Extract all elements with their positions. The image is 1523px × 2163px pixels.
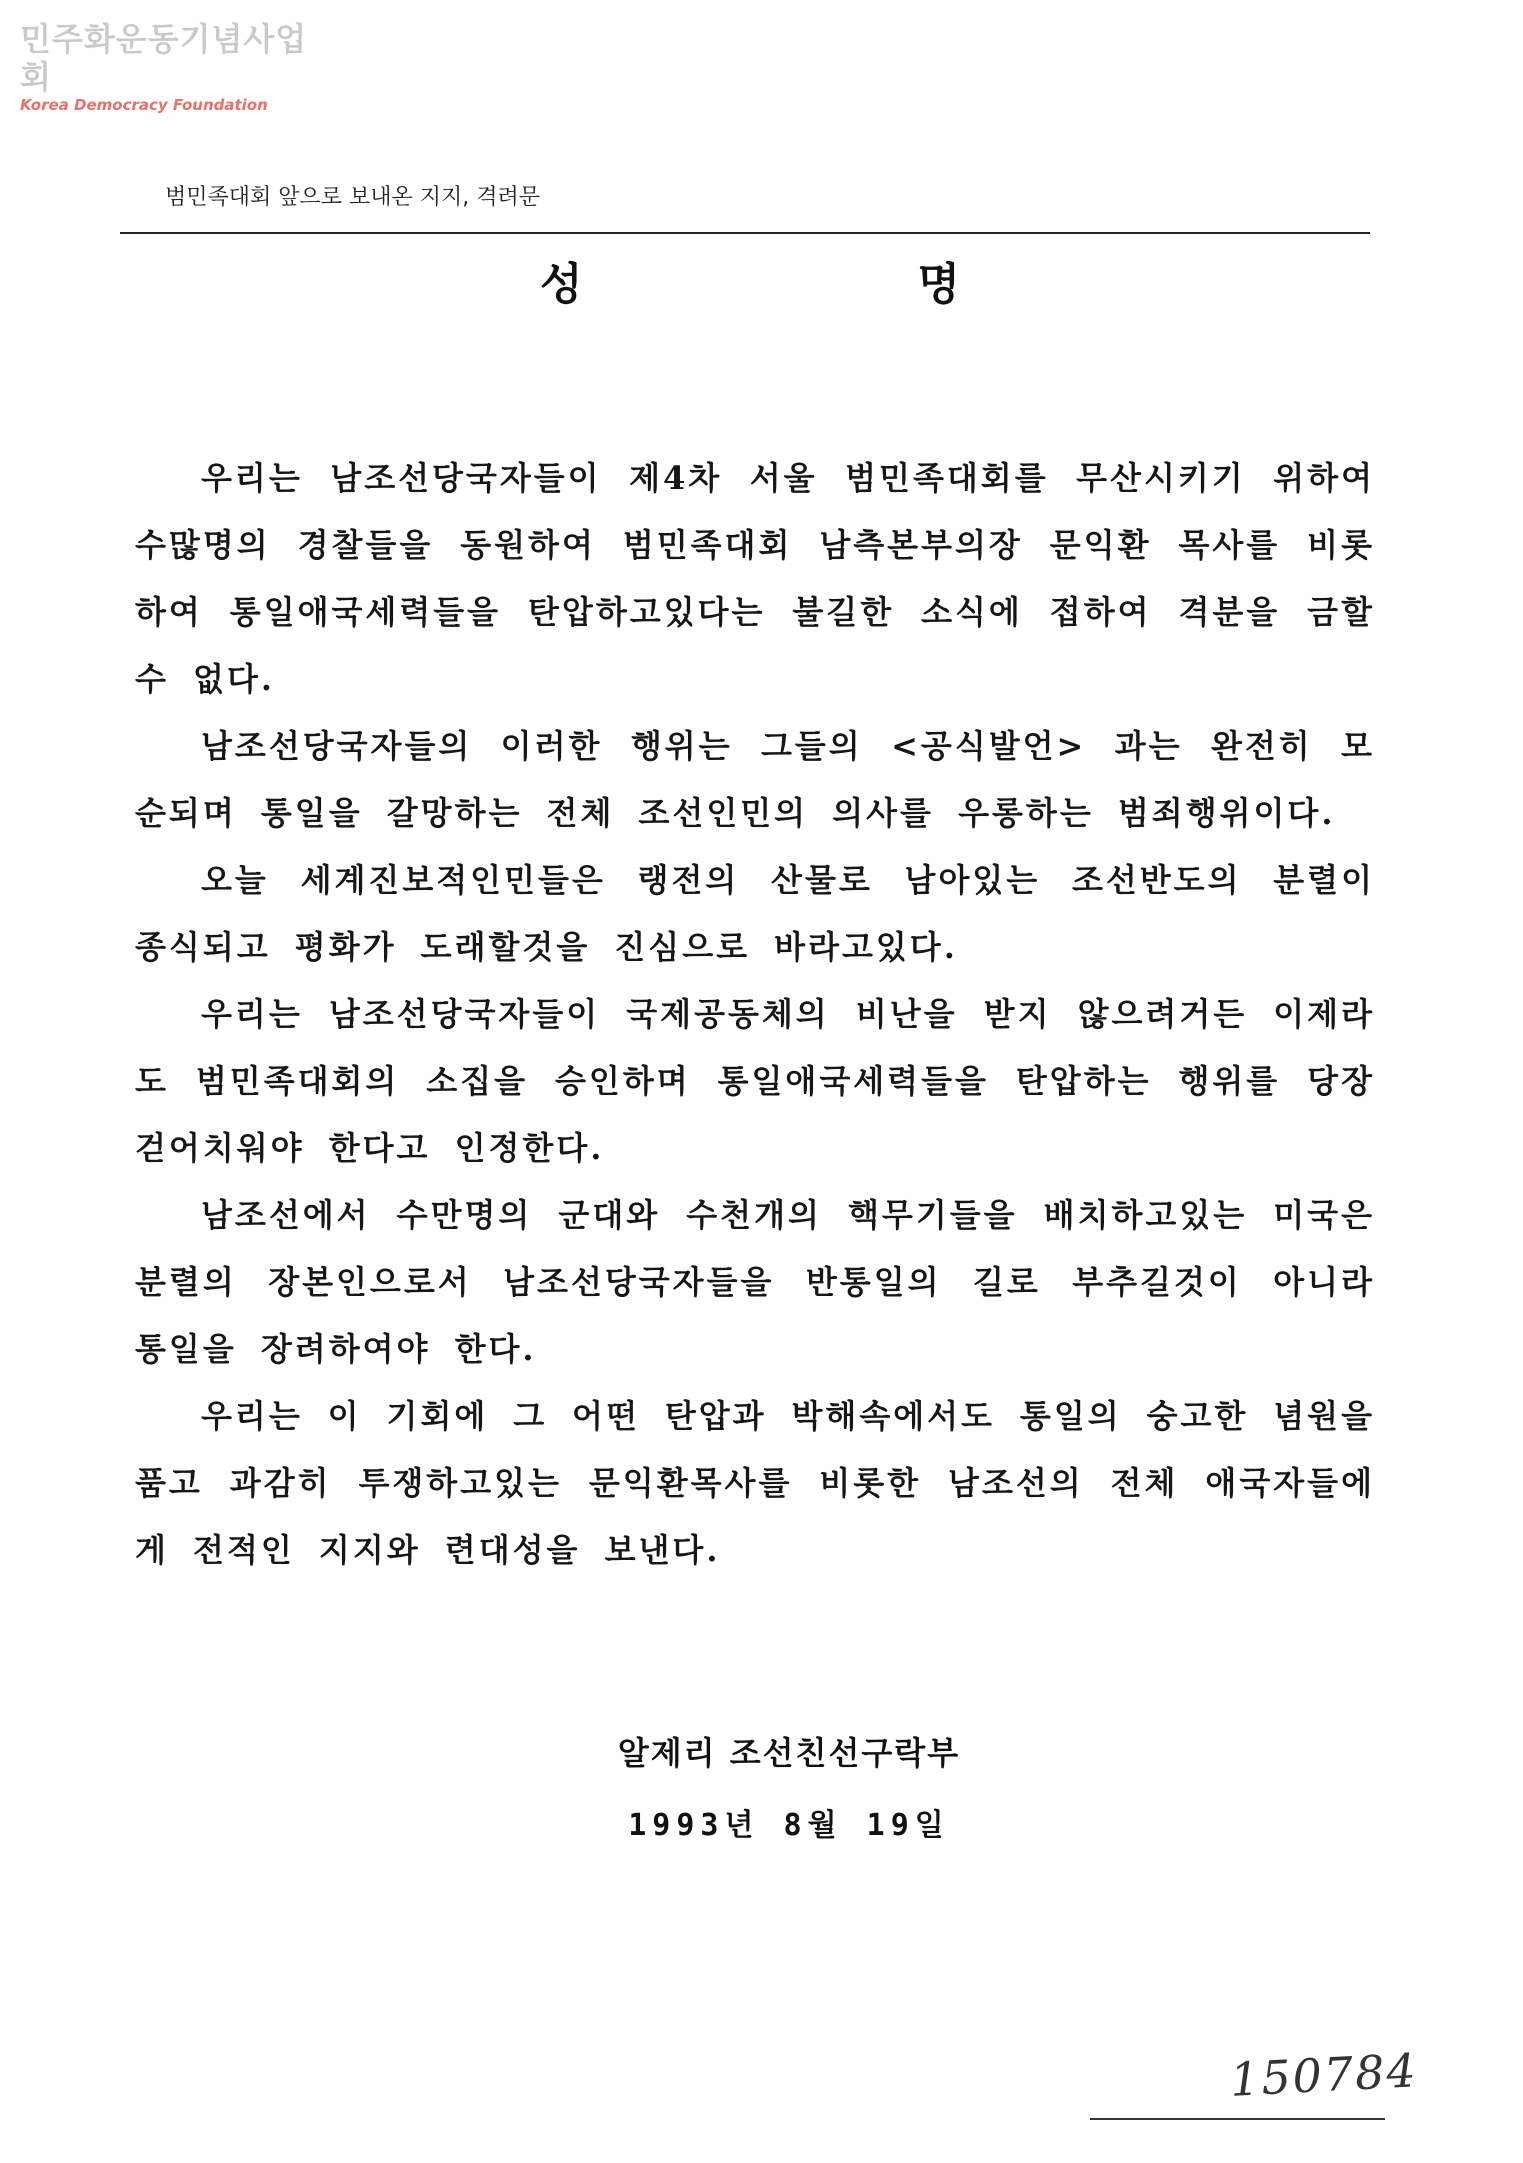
watermark-logo bbox=[20, 20, 320, 114]
body-paragraph-1: 우리는 남조선당국자들이 제4차 서울 범민족대회를 무산시키기 위하여 수많명의 경찰들을 동원하여 범민족대회 남측본부의장 문익환 목사를 비롯하여 통일애국세력들을 탄압하고있다는 불길한 소식에 접하여 격분을 금할수 없다. bbox=[135, 459, 1375, 698]
statement-body bbox=[135, 445, 1375, 1584]
title-char-1: 성 bbox=[540, 259, 583, 310]
document-title bbox=[540, 248, 960, 312]
body-paragraph-4: 우리는 남조선당국자들이 국제공동체의 비난을 받지 않으려거든 이제라도 범민족대회의 소집을 승인하며 통일애국세력들을 탄압하는 행위를 당장 걷어치워야 한다고 인정한다. bbox=[135, 995, 1375, 1167]
signature-date: 1993년 8월 19일 bbox=[628, 1808, 950, 1843]
footer-rule bbox=[1090, 2118, 1385, 2120]
title-char-2: 명 bbox=[917, 259, 960, 310]
body-paragraph-6: 우리는 이 기회에 그 어떤 탄압과 박해속에서도 통일의 숭고한 념원을 품고 과감히 투쟁하고있는 문익환목사를 비롯한 남조선의 전체 애국자들에게 전적인 지지와 련대성을 보낸다. bbox=[135, 1397, 1375, 1569]
header-divider bbox=[120, 232, 1370, 234]
signatory: 알제리 조선친선구락부 bbox=[617, 1734, 961, 1772]
watermark-org-english: Korea Democracy Foundation bbox=[20, 96, 268, 114]
header-note: 범민족대회 앞으로 보내온 지지, 격려문 bbox=[165, 185, 540, 210]
body-paragraph-2: 남조선당국자들의 이러한 행위는 그들의 <공식발언> 과는 완전히 모순되며 통일을 갈망하는 전체 조선인민의 의사를 우롱하는 범죄행위이다. bbox=[135, 727, 1375, 832]
body-paragraph-5: 남조선에서 수만명의 군대와 수천개의 핵무기들을 배치하고있는 미국은 분렬의 장본인으로서 남조선당국자들을 반통일의 길로 부추길것이 아니라 통일을 장려하여야 한다. bbox=[135, 1196, 1375, 1368]
body-paragraph-3: 오늘 세계진보적인민들은 랭전의 산물로 남아있는 조선반도의 분렬이 종식되고 평화가 도래할것을 진심으로 바라고있다. bbox=[135, 861, 1375, 966]
handwritten-document-number: 150784 bbox=[1228, 2043, 1419, 2107]
watermark-org-korean: 민주화운동기념사업회 bbox=[20, 20, 308, 96]
